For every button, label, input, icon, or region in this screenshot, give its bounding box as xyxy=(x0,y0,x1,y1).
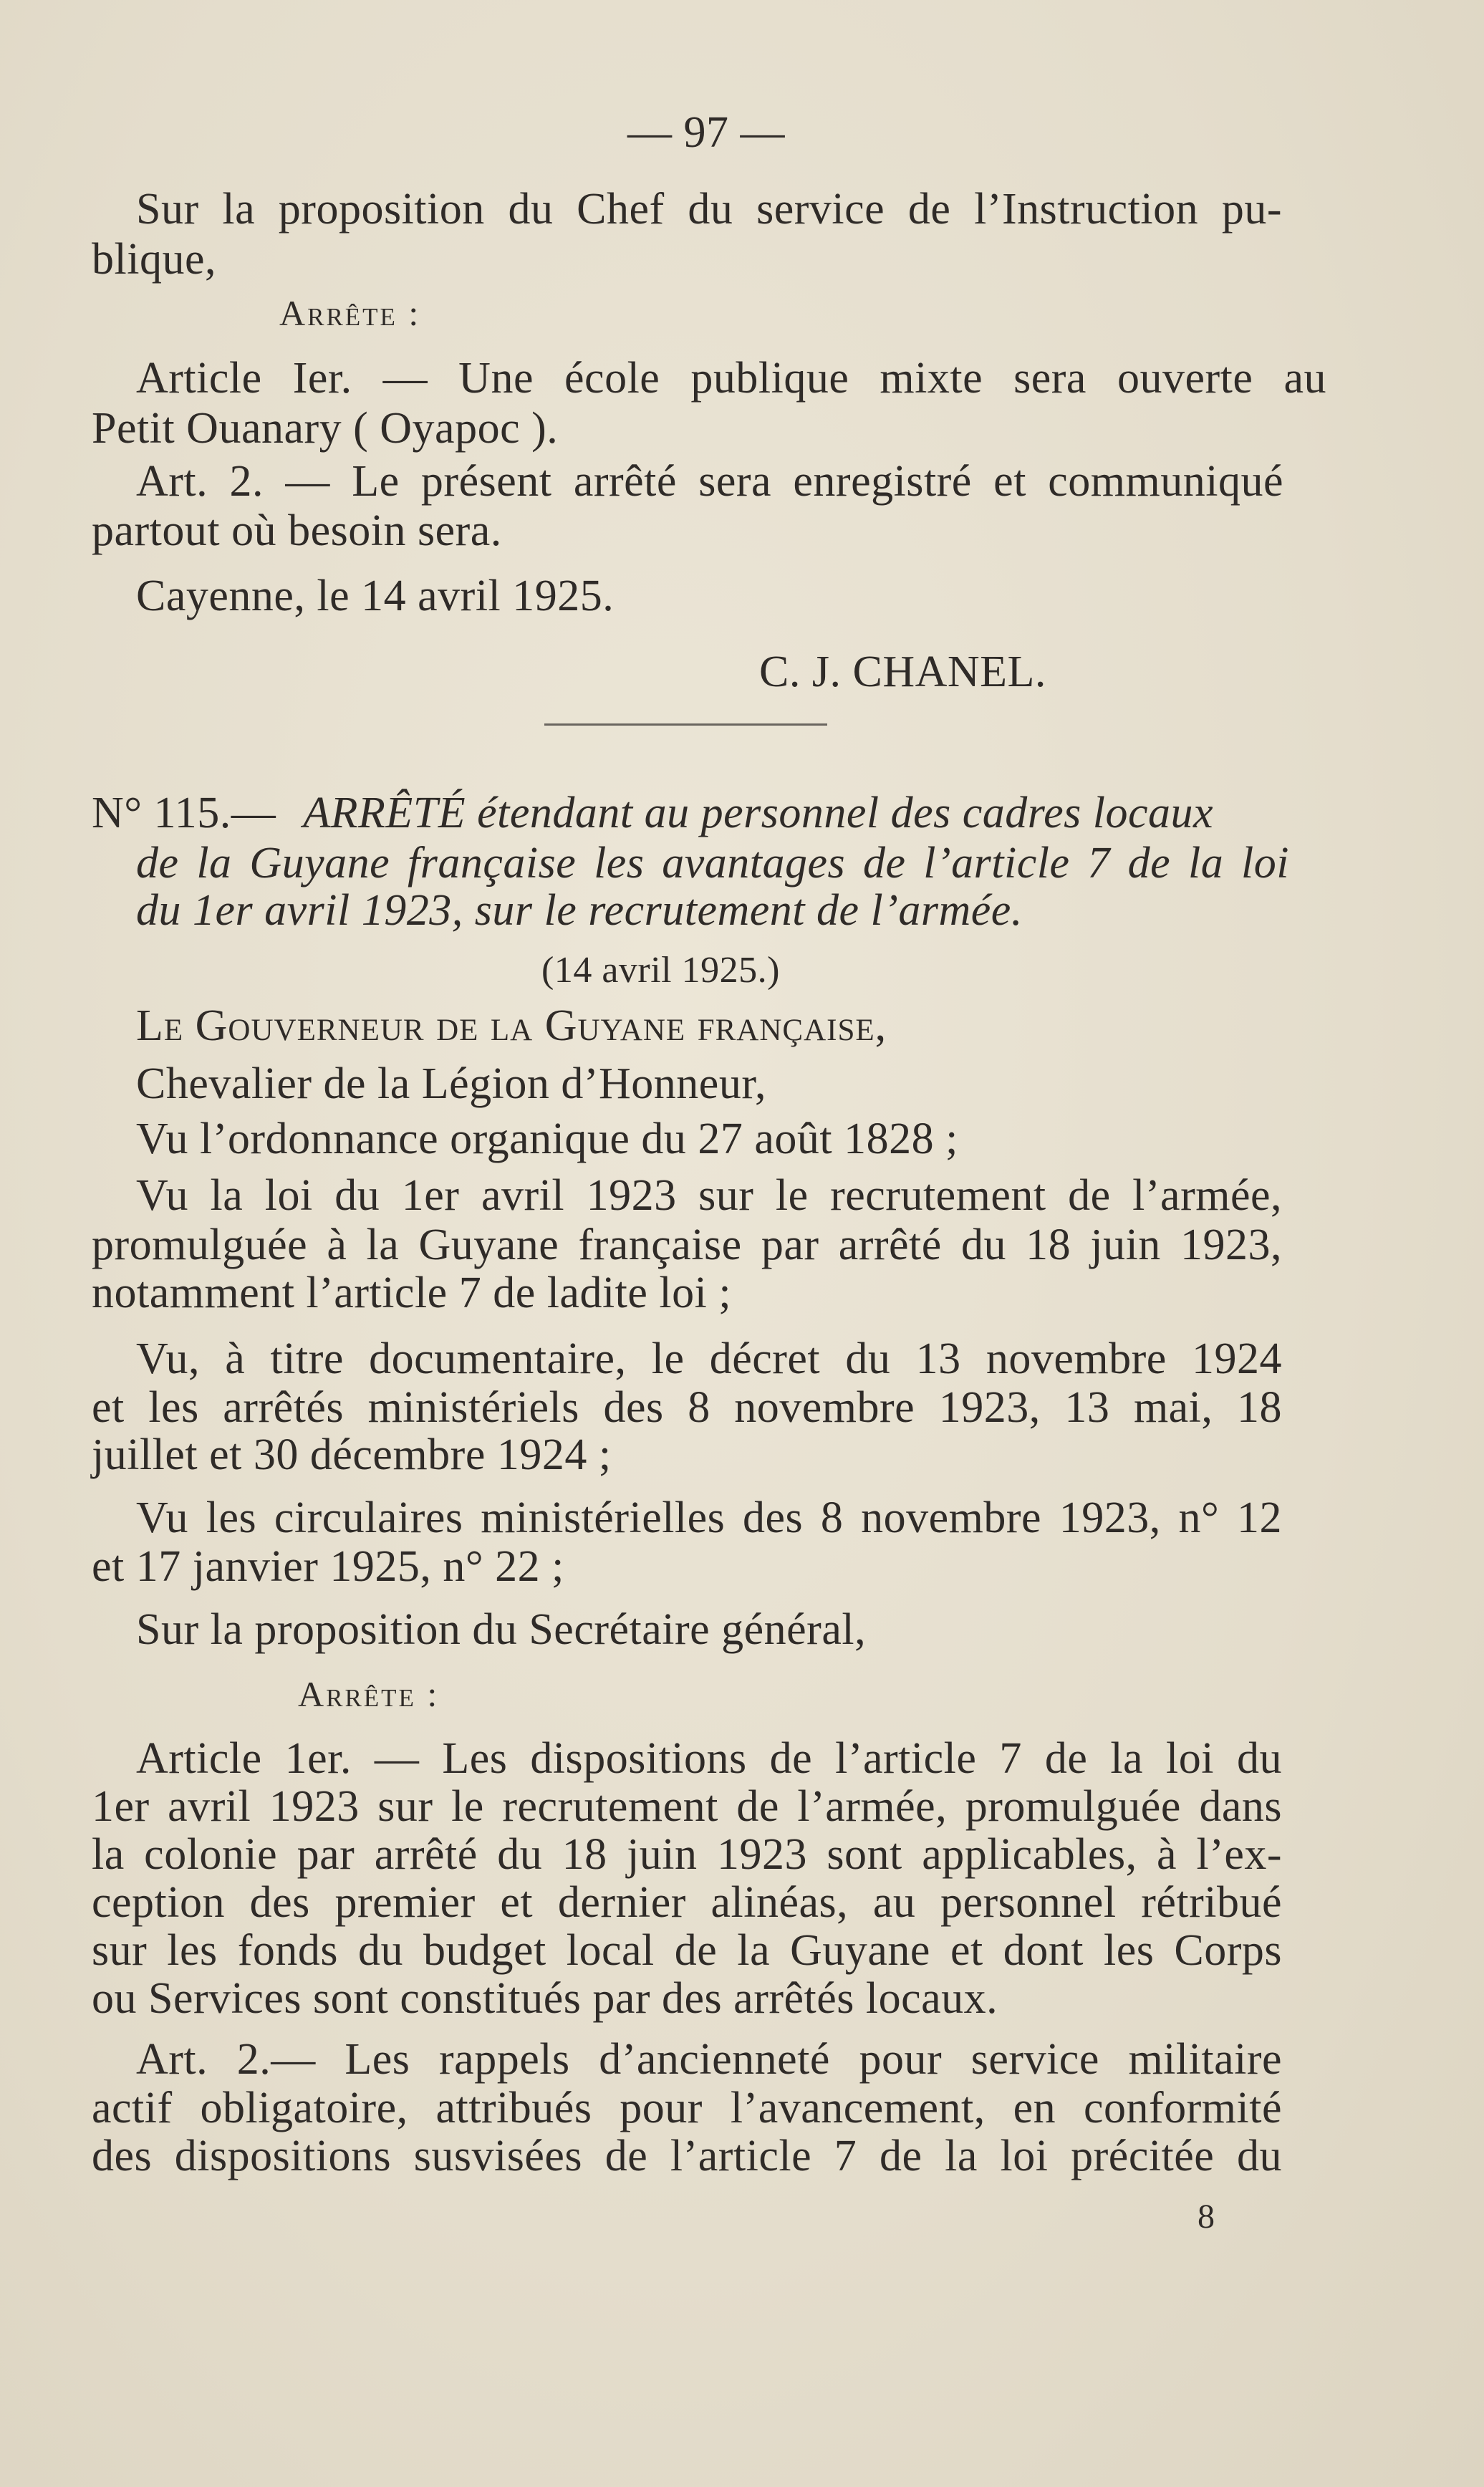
paragraph-line: partout où besoin sera. xyxy=(92,506,502,555)
paragraph-line: actif obligatoire, attribués pour l’avancement, en conformité xyxy=(92,2084,1282,2132)
paragraph-line: et 17 janvier 1925, n° 22 ; xyxy=(92,1542,564,1591)
signature: C. J. CHANEL. xyxy=(759,648,1046,696)
paragraph-line: ou Services sont constitués par des arrêtés locaux. xyxy=(92,1974,998,2023)
paragraph-line: Article 1er. — Les dispositions de l’article 7 de la loi du xyxy=(136,1734,1282,1783)
decree-heading xyxy=(92,788,1326,838)
arrete-heading: Arrête : xyxy=(298,1674,440,1714)
arrete-heading: Arrête : xyxy=(279,293,421,333)
paragraph-line: Vu la loi du 1er avril 1923 sur le recrutement de l’armée, xyxy=(136,1171,1282,1220)
paragraph-line: sur les fonds du budget local de la Guyane et dont les Corps xyxy=(92,1926,1282,1975)
governor-text: Le Gouverneur de la Guyane française, xyxy=(136,1001,887,1050)
paragraph-line: Sur la proposition du Secrétaire général, xyxy=(136,1605,867,1654)
paragraph-line: la colonie par arrêté du 18 juin 1923 sont applicables, à l’ex- xyxy=(92,1830,1282,1879)
paragraph-line: notamment l’article 7 de ladite loi ; xyxy=(92,1269,732,1317)
paragraph-line: ception des premier et dernier alinéas, au personnel rétribué xyxy=(92,1878,1282,1927)
decree-title: ARRÊTÉ étendant au personnel des cadres locaux xyxy=(303,789,1214,837)
signature-mark: 8 xyxy=(1198,2198,1215,2236)
paragraph-line: juillet et 30 décembre 1924 ; xyxy=(92,1430,612,1479)
page-number: — 97 — xyxy=(627,108,785,157)
paragraph-line: Vu l’ordonnance organique du 27 août 1828 ; xyxy=(136,1115,958,1163)
decree-number: N° 115.— xyxy=(92,789,276,837)
paragraph-line: et les arrêtés ministériels des 8 novembre 1923, 13 mai, 18 xyxy=(92,1383,1282,1432)
decree-title-line: de la Guyane française les avantages de l’article 7 de la loi xyxy=(136,839,1289,887)
paragraph-line: Petit Ouanary ( Oyapoc ). xyxy=(92,404,559,453)
decree-title-line: du 1er avril 1923, sur le recrutement de l’armée. xyxy=(136,886,1023,935)
paragraph-line: 1er avril 1923 sur le recrutement de l’armée, promulguée dans xyxy=(92,1782,1282,1831)
paragraph-line: Sur la proposition du Chef du service de l’Instruction pu- xyxy=(136,185,1282,234)
governor-line xyxy=(136,1001,887,1051)
paragraph-line: des dispositions susvisées de l’article 7 de la loi précitée du xyxy=(92,2132,1282,2180)
paragraph-line: Chevalier de la Légion d’Honneur, xyxy=(136,1059,766,1108)
place-date: Cayenne, le 14 avril 1925. xyxy=(136,572,615,620)
paragraph-line: promulguée à la Guyane française par arrêté du 18 juin 1923, xyxy=(92,1221,1282,1269)
decree-date: (14 avril 1925.) xyxy=(541,950,780,991)
paragraph-line: blique, xyxy=(92,235,216,284)
paragraph-line: Vu les circulaires ministérielles des 8 novembre 1923, n° 12 xyxy=(136,1493,1282,1542)
paragraph-line: Vu, à titre documentaire, le décret du 13 novembre 1924 xyxy=(136,1334,1282,1383)
section-divider xyxy=(544,723,827,726)
paragraph-line: Art. 2.— Les rappels d’ancienneté pour service militaire xyxy=(136,2035,1282,2084)
paragraph-line: Article Ier. — Une école publique mixte sera ouverte au xyxy=(136,354,1326,403)
paragraph-line: Art. 2. — Le présent arrêté sera enregistré et communiqué xyxy=(136,457,1283,506)
